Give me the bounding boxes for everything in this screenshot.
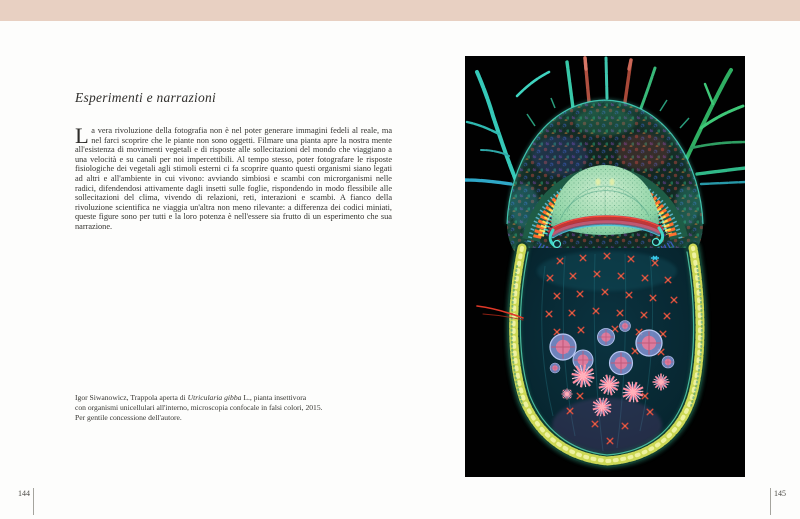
section-title: Esperimenti e narrazioni [75, 90, 216, 105]
species-name: Utricularia gibba [187, 393, 242, 402]
paragraph-text: a vera rivoluzione della fotografia non è nel poter generare immagini fedeli al reale, ma nel farci scoprire che le piante non sono oggetti. Filmare una pianta apre la nostra mente all'esistenza di movimenti vegetali e di risposte alle sollecitazioni del mondo che viaggiano a una velocità e su canali per noi impercettibili. Al tempo stesso, poter fotografare le risposte fisiologiche dei vegetali agli stimoli esterni ci fa scoprire quanto questi organismi siano legati ad altri e all'ambiente in cui vivono: avviando simbiosi e scambi con microrganismi nelle radici, difendendosi attivamente dagli insetti sulle foglie, rispondendo in modo flessibile alle sollecitazioni del clima, vivendo di relazioni, reti, interazioni e scambi. A fianco della rivoluzione scientifica ne viaggia un'altra non meno rilevante: a differenza dei codici miniati, queste figure sono per tutti e la loro potenza è nell'essere sia frutto di un esperimento che sua narrazione. [75, 126, 392, 231]
figure-caption [75, 393, 375, 423]
page-number-right: 145 [774, 489, 786, 498]
drop-cap: L [75, 123, 89, 148]
photo-backdrop-strip [0, 0, 800, 21]
caption-line1-post: L., pianta insettivora [241, 393, 307, 402]
caption-line3: Per gentile concessione dell'autore. [75, 413, 182, 423]
folio-rule-left [33, 488, 34, 515]
caption-line2: con organismi unicellulari all'interno, microscopia confocale in falsi colori, 2015. [75, 403, 323, 413]
page-number-left: 144 [18, 489, 30, 498]
folio-rule-right [770, 488, 771, 515]
body-paragraph [75, 123, 392, 232]
utricularia-micrograph [465, 56, 745, 477]
caption-line1-pre: Igor Siwanowicz, Trappola aperta di [75, 393, 188, 402]
